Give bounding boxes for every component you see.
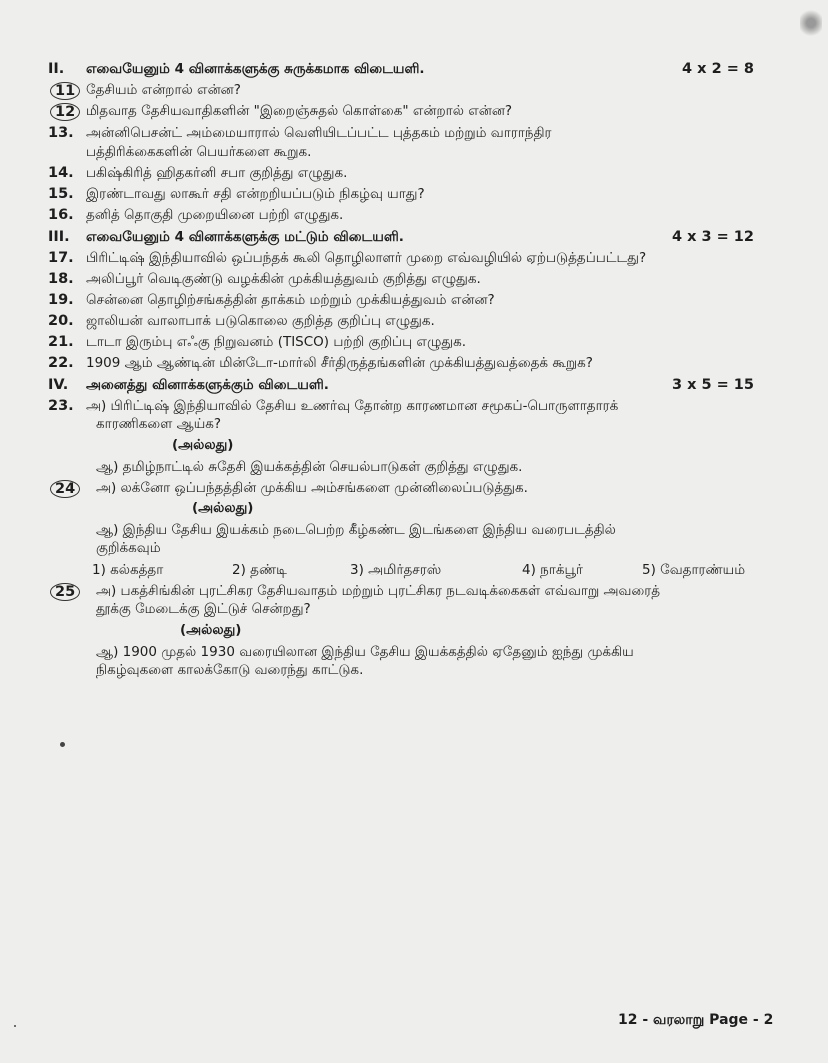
question-text: சென்னை தொழிற்சங்கத்தின் தாக்கம் மற்றும் முக்கியத்துவம் என்ன? — [86, 292, 495, 308]
page-footer: 12 - வரலாறு Page - 2 — [618, 1012, 774, 1028]
section-number: III. — [48, 229, 70, 245]
section-instruction: எவையேனும் 4 வினாக்களுக்கு சுருக்கமாக விடையளி. — [86, 61, 425, 77]
question-25a-line1: அ) பகத்சிங்கின் புரட்சிகர தேசியவாதம் மற்றும் புரட்சிகர நடவடிக்கைகள் எவ்வாறு அவரைத் — [96, 583, 660, 599]
question-text: அலிப்பூர் வெடிகுண்டு வழக்கின் முக்கியத்துவம் குறித்து எழுதுக. — [86, 271, 481, 287]
question-number-circled: 24 — [50, 480, 80, 498]
question-number-circled: 11 — [50, 82, 80, 100]
question-number: 19. — [48, 292, 74, 308]
place-item: 5) வேதாரண்யம் — [642, 562, 746, 578]
question-text: டாடா இரும்பு எஃகு நிறுவனம் (TISCO) பற்றி குறிப்பு எழுதுக. — [86, 334, 467, 350]
section-marks: 4 x 3 = 12 — [671, 229, 754, 245]
question-number-circled: 12 — [50, 103, 80, 121]
section-instruction: எவையேனும் 4 வினாக்களுக்கு மட்டும் விடையளி. — [86, 229, 404, 245]
scan-speck — [60, 742, 65, 747]
question-number: 22. — [48, 355, 74, 371]
scan-corner-mark — [800, 4, 822, 42]
question-23b-text: ஆ) தமிழ்நாட்டில் சுதேசி இயக்கத்தின் செயல்பாடுகள் குறித்து எழுதுக. — [96, 459, 523, 475]
or-label: (அல்லது) — [192, 500, 254, 516]
question-number: 20. — [48, 313, 74, 329]
place-item: 2) தண்டி — [232, 562, 287, 578]
question-text: இரண்டாவது லாகூர் சதி என்றறியப்படும் நிகழ்வு யாது? — [86, 186, 425, 202]
question-number: 13. — [48, 125, 74, 141]
question-text: பகிஷ்கிரித் ஹிதகர்னி சபா குறித்து எழுதுக. — [86, 165, 348, 181]
question-text: 1909 ஆம் ஆண்டின் மின்டோ-மார்லி சீர்திருத்தங்களின் முக்கியத்துவத்தைக் கூறுக? — [86, 355, 593, 371]
question-23a-line2: காரணிகளை ஆய்க? — [96, 416, 222, 432]
scan-speck — [14, 1025, 16, 1027]
question-25b-line2: நிகழ்வுகளை காலக்கோடு வரைந்து காட்டுக. — [96, 662, 364, 678]
place-item: 4) நாக்பூர் — [522, 562, 583, 578]
question-number: 15. — [48, 186, 74, 202]
question-number: 21. — [48, 334, 74, 350]
section-marks: 4 x 2 = 8 — [682, 61, 754, 77]
section-marks: 3 x 5 = 15 — [671, 377, 754, 393]
or-label: (அல்லது) — [172, 437, 234, 453]
place-item: 1) கல்கத்தா — [92, 562, 164, 578]
question-23a-line1: அ) பிரிட்டிஷ் இந்தியாவில் தேசிய உணர்வு தோன்ற காரணமான சமூகப்-பொருளாதாரக் — [86, 398, 619, 414]
question-number: 14. — [48, 165, 74, 181]
question-text-line2: பத்திரிக்கைகளின் பெயர்களை கூறுக. — [86, 144, 312, 160]
or-label: (அல்லது) — [180, 622, 242, 638]
question-24b-line1: ஆ) இந்திய தேசிய இயக்கம் நடைபெற்ற கீழ்கண்ட இடங்களை இந்திய வரைபடத்தில் — [96, 522, 616, 538]
place-item: 3) அமிர்தசரஸ் — [350, 562, 442, 578]
question-text: தனித் தொகுதி முறையினை பற்றி எழுதுக. — [86, 207, 344, 223]
question-number-circled: 25 — [50, 583, 80, 601]
question-number: 18. — [48, 271, 74, 287]
question-text: பிரிட்டிஷ் இந்தியாவில் ஒப்பந்தக் கூலி தொழிலாளர் முறை எவ்வழியில் ஏற்படுத்தப்பட்டது? — [86, 250, 647, 266]
question-24b-line2: குறிக்கவும் — [96, 540, 161, 556]
question-text: மிதவாத தேசியவாதிகளின் "இறைஞ்சுதல் கொள்கை" என்றால் என்ன? — [86, 103, 513, 119]
section-number: IV. — [48, 377, 69, 393]
section-instruction: அனைத்து வினாக்களுக்கும் விடையளி. — [86, 377, 329, 393]
question-text-line1: அன்னிபெசன்ட் அம்மையாரால் வெளியிடப்பட்ட புத்தகம் மற்றும் வாராந்திர — [86, 125, 552, 141]
question-25b-line1: ஆ) 1900 முதல் 1930 வரையிலான இந்திய தேசிய இயக்கத்தில் ஏதேனும் ஐந்து முக்கிய — [96, 644, 634, 660]
question-25a-line2: தூக்கு மேடைக்கு இட்டுச் சென்றது? — [96, 601, 311, 617]
question-24a-text: அ) லக்னோ ஒப்பந்தத்தின் முக்கிய அம்சங்களை முன்னிலைப்படுத்துக. — [96, 480, 528, 496]
question-text: ஜாலியன் வாலாபாக் படுகொலை குறித்த குறிப்பு எழுதுக. — [86, 313, 435, 329]
question-text: தேசியம் என்றால் என்ன? — [86, 82, 241, 98]
question-number: 17. — [48, 250, 74, 266]
question-number: 23. — [48, 398, 74, 414]
question-number: 16. — [48, 207, 74, 223]
section-number: II. — [48, 61, 65, 77]
